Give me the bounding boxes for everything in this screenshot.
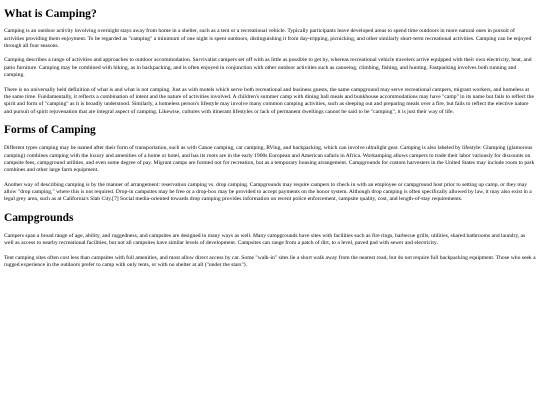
section-heading: Campgrounds	[4, 211, 74, 224]
section-heading: Forms of Camping	[4, 124, 96, 137]
paragraph: Tent camping sites often cost less than campsites with full amenities, and most allow direct access by car. Some "walk-in" sites lie a short walk away from the nearest road, but do not require full backpacking equipment. Those who seek a rugged experience in the outdoors prefer to camp with only tents, or with no shelter at all ("under the stars").	[4, 254, 536, 269]
paragraph: Campers span a broad range of age, ability, and ruggedness, and campsites are designed in many ways as well. Many campgrounds have sites with facilities such as fire rings, barbecue grills, utilities, shared bathrooms and laundry, as well as access to nearby recreational facilities, but not all campsites have similar levels of development. Campsites can range from a patch of dirt, to a level, paved pad with sewer and electricity.	[4, 232, 526, 247]
paragraph: Camping describes a range of activities and approaches to outdoor accommodation. Survivalist campers set off with as little as possible to get by, whereas recreational vehicle travelers arrive equipped with their own electricity, heat, and patio furniture. Camping may be combined with hiking, as in backpacking, and is often enjoyed in conjunction with other outdoor activities such as canoeing, climbing, fishing, and hunting. Fastpacking involves both running and camping.	[4, 57, 532, 79]
paragraph: Another way of describing camping is by the manner of arrangement: reservation camping vs. drop camping. Campgrounds may require campers to check in with an employee or campground host prior to setting up camp, or they may allow "drop camping," where this is not required. Drop-in campsites may be free or a drop-box may be provided to accept payments on the honor system. Although drop camping is often specifically allowed by law, it may also exist in a legal grey area, such as at California's Slab City.[7] Social media-oriented towards drop camping provides information on recent police enforcement, campsite quality, cost, and length-of-stay requirements.	[4, 181, 532, 203]
paragraph: There is no universally held definition of what is and what is not camping. Just as with motels which serve both recreational and business guests, the same campground may serve recreational campers, migrant workers, and homeless at the same time. Fundamentally, it reflects a combination of intent and the nature of activities involved. A children's summer camp with dining hall meals and bunkhouse accommodations may have "camp" in its name but fails to reflect the spirit and form of "camping" as it is broadly understood. Similarly, a homeless person's lifestyle may involve many common camping activities, such as sleeping out and preparing meals over a fire, but fails to reflect the elective nature and pursuit of spirit rejuvenation that are integral aspect of camping. Likewise, cultures with itinerant lifestyles or lack of permanent dwellings cannot be said to be "camping", it is just their way of life.	[4, 86, 534, 115]
section-campgrounds	[4, 212, 536, 270]
section-forms-of-camping	[4, 124, 536, 204]
paragraph: Camping is an outdoor activity involving overnight stays away from home in a shelter, such as a tent or a recreational vehicle. Typically participants leave developed areas to spend time outdoors in more natural ones in pursuit of activities providing them enjoyment. To be regarded as "camping" a minimum of one night is spent outdoors, distinguishing it from day-tripping, picnicking, and other similarly short-term recreational activities. Camping can be enjoyed through all four seasons.	[4, 28, 532, 50]
page-title: What is Camping?	[4, 7, 97, 20]
section-what-is-camping	[4, 7, 536, 116]
paragraph: Different types camping may be named after their form of transportation, such as with Canoe camping, car camping, RVing, and backpacking, which can involve ultralight gear. Camping is also labeled by lifestyle: Glamping (glamorous camping) combines camping with the luxury and amenities of a home or hotel, and has its roots are in the early 1900s European and American safaris in Africa. Workamping allows campers to trade their labor variously for discounts on campsite fees, campground utilities, and even some degree of pay. Migrant camps are formed not for recreation, but as a temporary housing arrangement. Campgrounds for custom harvesters in the United States may include room to park combines and other large farm equipment.	[4, 145, 535, 174]
